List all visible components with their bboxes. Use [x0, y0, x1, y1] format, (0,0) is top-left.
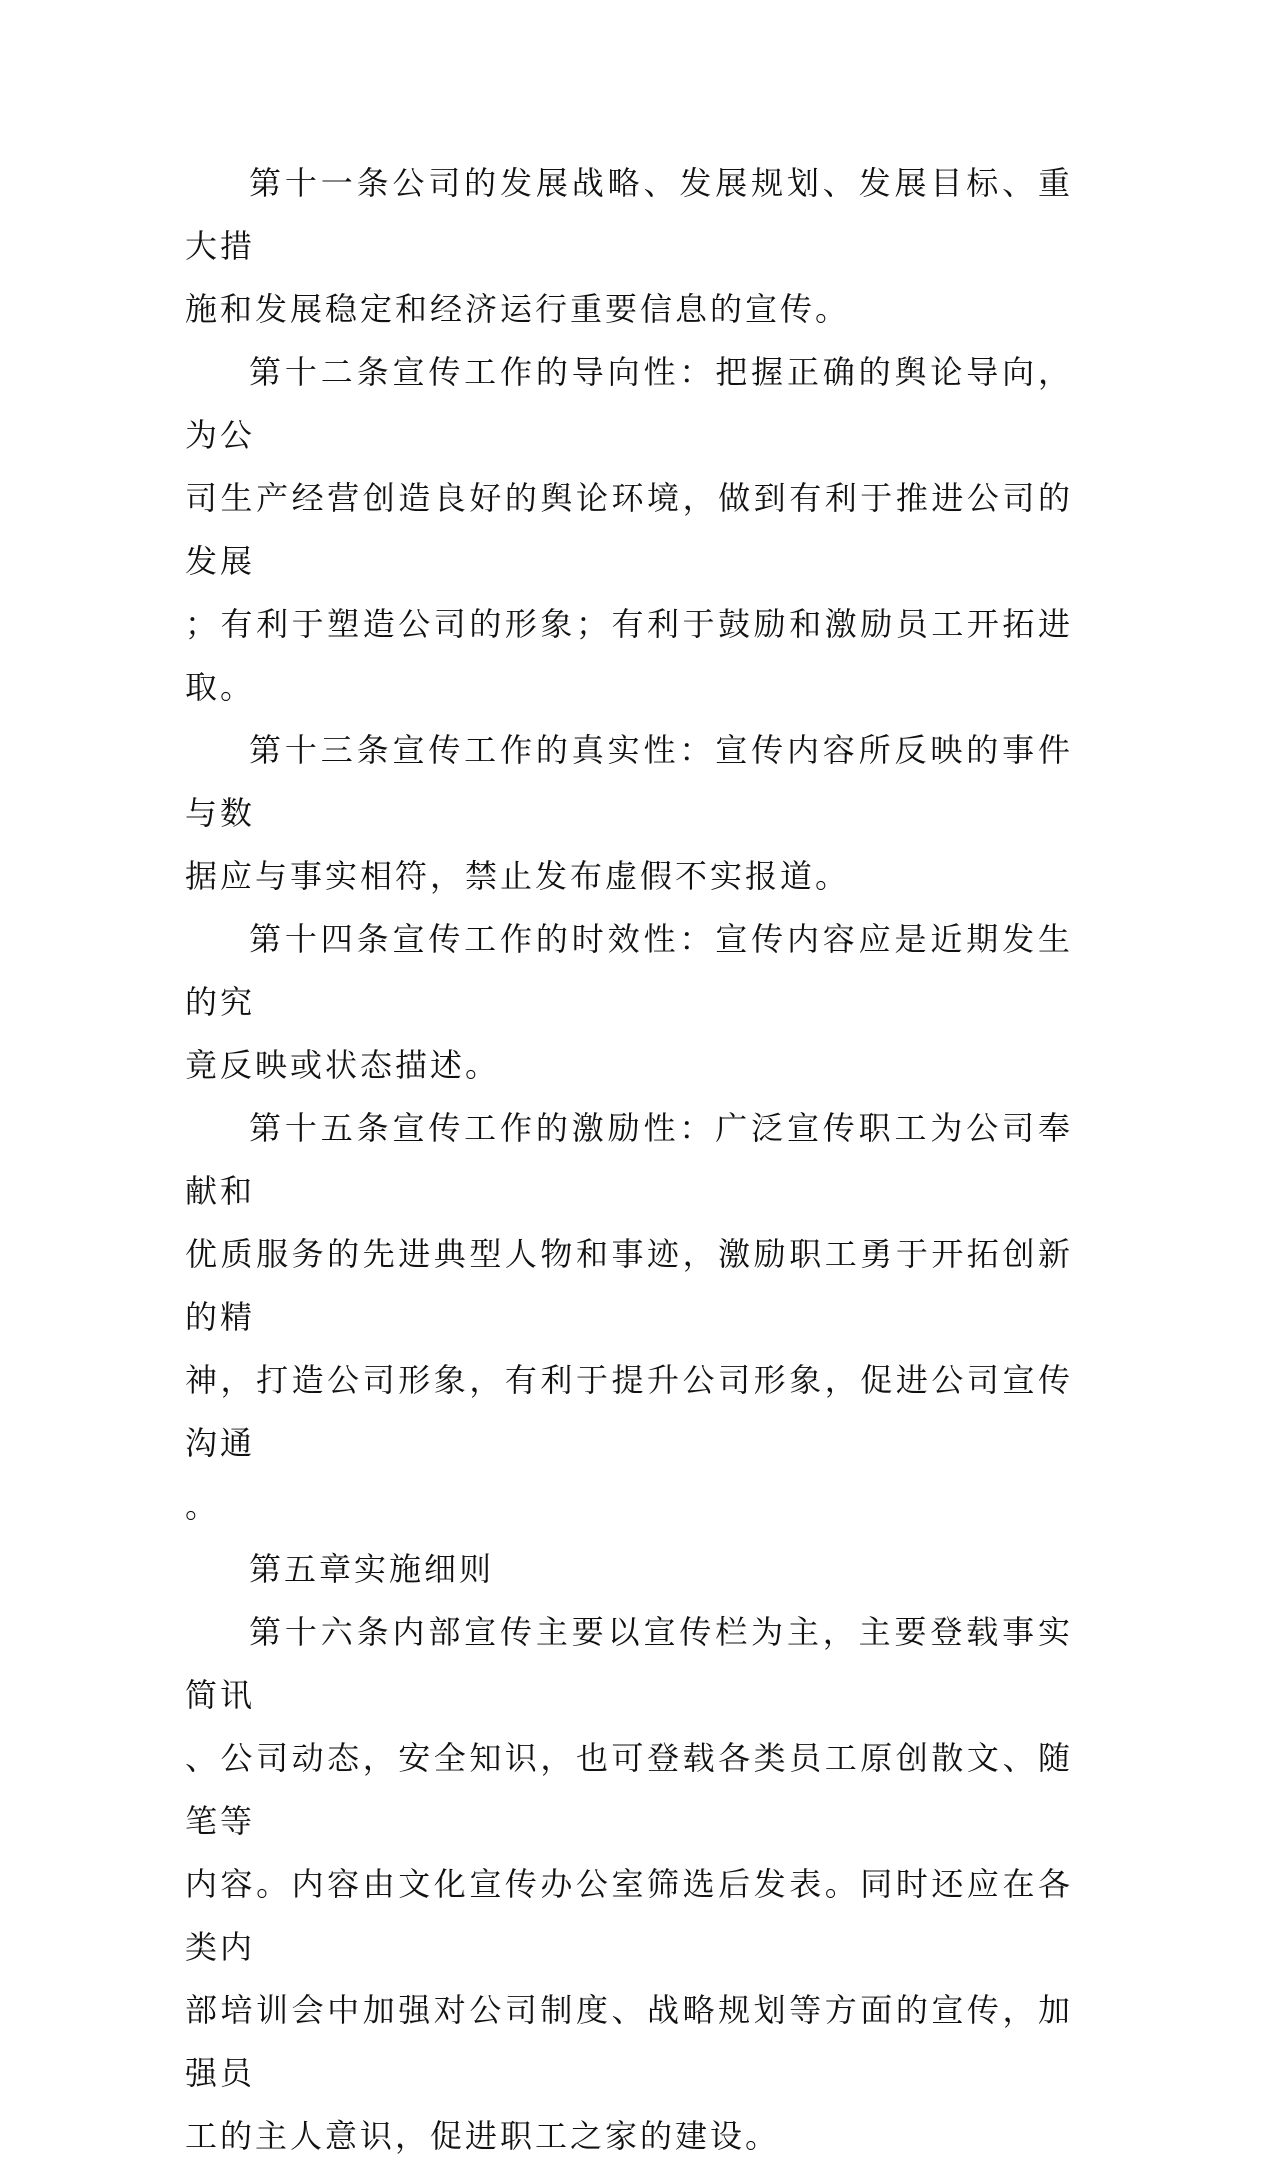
text-line: 优质服务的先进典型人物和事迹，激励职工勇于开拓创新的精 [185, 1235, 1073, 1336]
text-line: 、公司动态，安全知识，也可登载各类员工原创散文、随笔等 [185, 1739, 1073, 1840]
text-line: 第十二条宣传工作的导向性：把握正确的舆论导向，为公 [185, 353, 1073, 454]
article-14-paragraph [185, 908, 1073, 1097]
text-line: 第五章实施细则 [249, 1550, 495, 1588]
text-line: ；有利于塑造公司的形象；有利于鼓励和激励员工开拓进取。 [185, 605, 1073, 706]
text-line: 工的主人意识，促进职工之家的建设。 [185, 2117, 781, 2155]
text-line: 神，打造公司形象，有利于提升公司形象，促进公司宣传沟通 [185, 1361, 1073, 1462]
text-line: 司生产经营创造良好的舆论环境，做到有利于推进公司的发展 [185, 479, 1073, 580]
text-line: 第十一条公司的发展战略、发展规划、发展目标、重大措 [185, 164, 1073, 265]
text-line: 部培训会中加强对公司制度、战略规划等方面的宣传，加强员 [185, 1991, 1073, 2092]
article-11-paragraph [185, 152, 1073, 341]
text-line: 。 [185, 1487, 221, 1525]
article-15-paragraph [185, 1097, 1073, 1538]
text-line: 第十三条宣传工作的真实性：宣传内容所反映的事件与数 [185, 731, 1073, 832]
text-line: 内容。内容由文化宣传办公室筛选后发表。同时还应在各类内 [185, 1865, 1073, 1966]
text-line: 第十五条宣传工作的激励性：广泛宣传职工为公司奉献和 [185, 1109, 1073, 1210]
text-line: 竟反映或状态描述。 [185, 1046, 501, 1084]
text-line: 据应与事实相符，禁止发布虚假不实报道。 [185, 857, 851, 895]
article-16-paragraph [185, 1601, 1073, 2168]
text-line: 第十六条内部宣传主要以宣传栏为主，主要登载事实简讯 [185, 1613, 1073, 1714]
chapter-5-heading [185, 1538, 1073, 1601]
document-body [185, 152, 1073, 2168]
text-line: 第十四条宣传工作的时效性：宣传内容应是近期发生的究 [185, 920, 1073, 1021]
text-line: 施和发展稳定和经济运行重要信息的宣传。 [185, 290, 851, 328]
article-12-paragraph [185, 341, 1073, 719]
article-13-paragraph [185, 719, 1073, 908]
